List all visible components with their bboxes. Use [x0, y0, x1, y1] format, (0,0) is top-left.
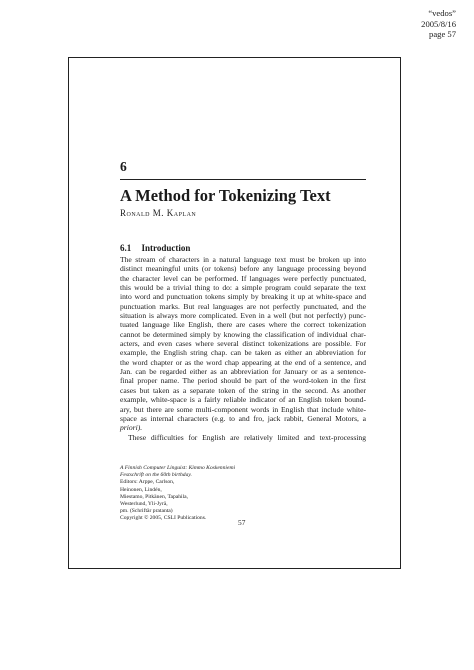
- document-id-line: “vedos”: [428, 8, 456, 18]
- footnote-editors: Editors: Arppe, Carlson,: [120, 479, 175, 486]
- body-line: Jan. can be regarded either as an abbreviation for January or as a sentence-: [120, 367, 366, 377]
- footnote-book-title: A Finnish Computer Linguist: Kimmo Koskenniemi: [120, 465, 236, 471]
- document-date-line: 2005/8/16: [421, 18, 456, 29]
- section-number: 6.1: [120, 243, 132, 253]
- body-line: the character level can be performed. If languages were perfectly punctuated,: [120, 273, 366, 283]
- body-line: ary, but there are some multi-component words in English that include white-: [120, 404, 366, 414]
- body-line: punctuation marks. But real languages are not perfectly punctuated, and the: [120, 301, 366, 311]
- body-line: this would be a trivial thing to do: a simple program could separate the text: [120, 283, 366, 293]
- body-line: final proper name. The period should be part of the word-token in the first: [120, 376, 366, 386]
- author-name: Ronald M. Kaplan: [120, 208, 197, 218]
- body-line: situation is always more complicated. Even in a well (but not perfectly) punc-: [120, 311, 366, 321]
- body-line: cases but taken as a separate token of the string in the second. As another: [120, 385, 366, 395]
- chapter-rule: [120, 179, 366, 180]
- chapter-author: [120, 208, 196, 218]
- footnote-block: [120, 465, 235, 523]
- document-page-line: page 57: [429, 29, 456, 40]
- body-line: These difficulties for English are relatively limited and text-processing: [128, 432, 366, 442]
- footnote-festschrift: Festschrift on the 60th birthday.: [120, 472, 192, 479]
- body-line: tuated language like English, there are cases where the correct tokenization: [120, 320, 366, 330]
- body-line: example, the English string chap. can be taken as either an abbreviation for: [120, 348, 366, 358]
- chapter-number: 6: [120, 159, 127, 174]
- footnote-editors: Heinonen, Lindén,: [120, 486, 162, 493]
- footnote-editors: pm. (Schriftär pratanta): [120, 508, 173, 515]
- section-title: Introduction: [141, 243, 191, 253]
- footnote-editors: Westerlund, Yli-Jyrä,: [120, 501, 168, 508]
- body-line: priori).: [120, 423, 143, 433]
- section-heading: [120, 243, 190, 253]
- document-id-stamp: [421, 8, 456, 40]
- body-text: [120, 255, 366, 442]
- body-line: The stream of characters in a natural language text must be broken up into: [120, 255, 366, 264]
- body-line: the word chapter or as the word chap appearing at the end of a sentence, and: [120, 357, 366, 367]
- page-number: 57: [238, 518, 246, 527]
- footnote-editors: Miestamo, Pitkänen, Tapahila,: [120, 493, 189, 500]
- body-line: acters, and even cases where several distinct tokenizations are possible. For: [120, 339, 366, 349]
- body-line: space as internal characters (e.g. to and fro, jack rabbit, General Motors, a: [120, 413, 366, 423]
- body-line: into word and punctuation tokens simply by breaking it up at white-space and: [120, 292, 366, 302]
- body-line: example, white-space is a fairly reliable indicator of an English token bound-: [120, 395, 366, 405]
- body-line: distinct meaningful units (or tokens) before any language processing beyond: [120, 264, 366, 274]
- body-line: cannot be determined simply by knowing the classification of individual char-: [120, 329, 366, 339]
- chapter-title: A Method for Tokenizing Text: [120, 186, 331, 205]
- footnote-copyright: Copyright © 2005, CSLI Publications.: [120, 515, 207, 522]
